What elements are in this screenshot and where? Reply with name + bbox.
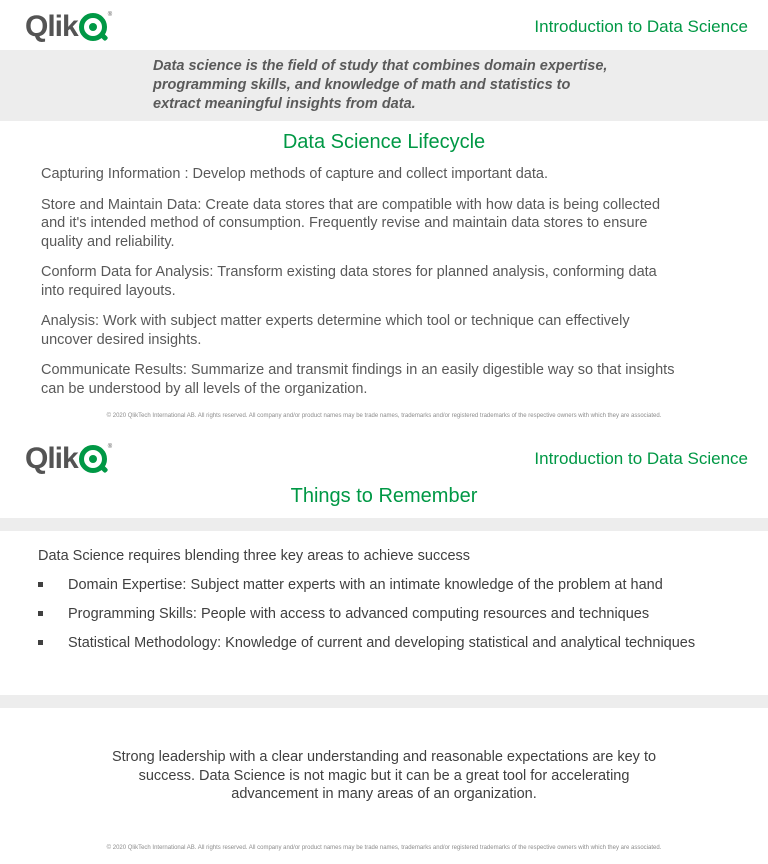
definition-quote: Data science is the field of study that combines domain expertise, programming skills, and knowledge of math and statistics to extract meaningful insights from data. bbox=[153, 58, 608, 112]
divider bbox=[0, 695, 768, 708]
qlik-q-icon bbox=[79, 445, 107, 473]
lifecycle-steps bbox=[41, 165, 681, 410]
list-item-text: Statistical Methodology: Knowledge of current and developing statistical and analytical techniques bbox=[68, 635, 696, 651]
qlik-logo bbox=[25, 12, 112, 42]
copyright-footer: © 2020 QlikTech International AB. All rights reserved. All company and/or product names may be trade names, trademarks and/or registered trademarks of the respective owners with which they are associated. bbox=[106, 413, 662, 419]
list-item bbox=[38, 634, 758, 652]
course-title: Introduction to Data Science bbox=[534, 17, 748, 36]
list-item bbox=[38, 605, 758, 623]
lifecycle-step: Analysis: Work with subject matter experts determine which tool or technique can effectively uncover desired insights. bbox=[41, 313, 630, 348]
lifecycle-step: Conform Data for Analysis: Transform existing data stores for planned analysis, conforming data into required layouts. bbox=[41, 264, 657, 299]
qlik-logo bbox=[25, 444, 112, 474]
closing-statement: Strong leadership with a clear understanding and reasonable expectations are key to success. Data Science is not magic but it can be a great tool for accelerating advancement in many areas of an organization. bbox=[111, 749, 657, 802]
qlik-q-icon bbox=[79, 13, 107, 41]
lifecycle-step: Communicate Results: Summarize and transmit findings in an easily digestible way so that insights can be understood by all levels of the organization. bbox=[41, 362, 675, 397]
logo-wordmark: Qlik bbox=[25, 442, 78, 475]
list-item-text: Domain Expertise: Subject matter experts with an intimate knowledge of the problem at hand bbox=[68, 577, 663, 593]
bullet-icon bbox=[38, 611, 43, 616]
divider bbox=[0, 518, 768, 531]
key-areas-list bbox=[38, 576, 758, 663]
registered-mark-icon: ® bbox=[107, 444, 113, 450]
logo-wordmark: Qlik bbox=[25, 10, 78, 43]
definition-band bbox=[0, 50, 768, 121]
slide-things-to-remember bbox=[0, 432, 768, 864]
list-item bbox=[38, 576, 758, 594]
list-item-text: Programming Skills: People with access to advanced computing resources and techniques bbox=[68, 606, 650, 622]
lifecycle-step: Capturing Information : Develop methods of capture and collect important data. bbox=[41, 166, 548, 182]
slide-lifecycle bbox=[0, 0, 768, 430]
section-title: Things to Remember bbox=[290, 485, 478, 507]
copyright-footer: © 2020 QlikTech International AB. All rights reserved. All company and/or product names may be trade names, trademarks and/or registered trademarks of the respective owners with which they are associated. bbox=[106, 845, 662, 851]
bullet-icon bbox=[38, 582, 43, 587]
registered-mark-icon: ® bbox=[107, 12, 113, 18]
bullet-icon bbox=[38, 640, 43, 645]
course-title: Introduction to Data Science bbox=[534, 449, 748, 468]
section-title: Data Science Lifecycle bbox=[282, 131, 486, 153]
lifecycle-step: Store and Maintain Data: Create data stores that are compatible with how data is being collected and it's intended method of consumption. Frequently revise and maintain data stores to ensure quality and reliability. bbox=[41, 196, 661, 250]
intro-text: Data Science requires blending three key areas to achieve success bbox=[38, 548, 471, 564]
